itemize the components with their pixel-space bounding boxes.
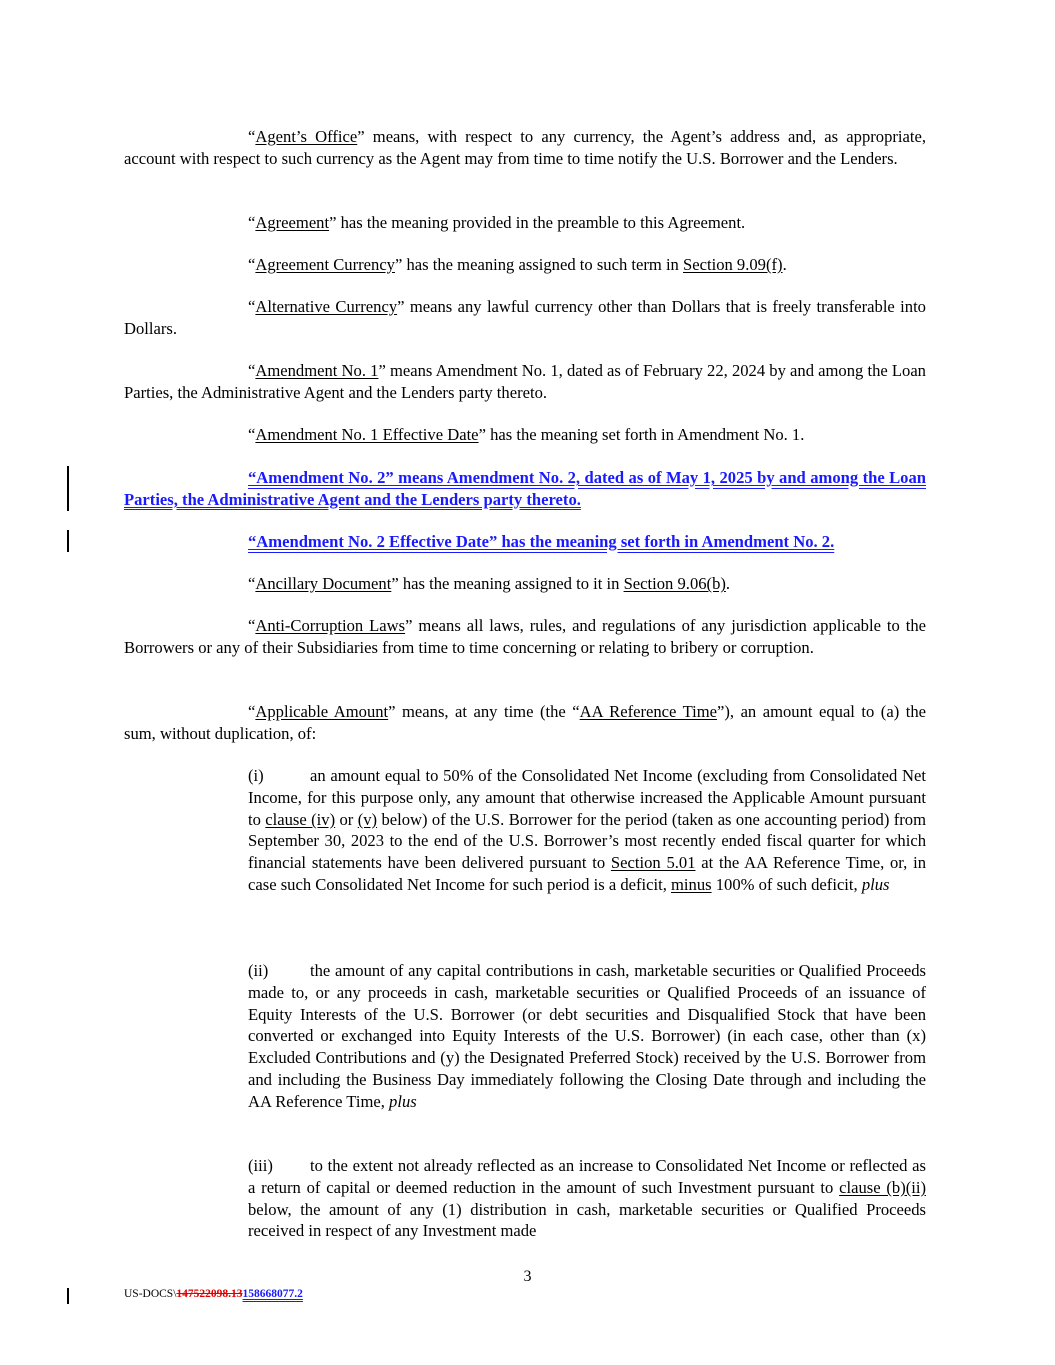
defined-term: Anti-Corruption Laws [255,616,406,635]
clause-text: below, the amount of any (1) distribution in cash, marketable securities or Qualified Proceeds received in respect of any Investment made [248,1199,926,1241]
definition-text: ” means, at any time (the “ [388,702,580,721]
clause-reference: clause (iv) [265,809,336,829]
clause-text: or [335,809,358,829]
definition-text: ” means all laws, rules, and regulations of any jurisdiction applicable to the Borrowers or any of their Subsidiaries from time to time concerning or relating to bribery or corruption. [124,616,926,657]
punctuation: . [725,574,731,593]
defined-term: Agreement [255,213,330,232]
change-bar [67,1288,69,1304]
clause-text: an amount equal to 50% of the Consolidated Net Income (excluding from Consolidated Net Income, for this purpose only, any amount that otherwise increased the Applicable Amount pursuant to [248,766,926,829]
change-bar [67,466,69,511]
defined-term: Amendment No. 1 Effective Date [255,425,479,444]
footer-prefix: US-DOCS\ [124,1288,177,1300]
clause-i [248,765,926,896]
defined-term: Ancillary Document [255,574,392,593]
clause-ii [248,960,926,1113]
clause-reference: clause (b)(ii) [839,1177,926,1197]
section-reference: Section 9.09(f) [683,255,783,274]
defined-term: Applicable Amount [255,702,389,721]
definition-amendment-2-inserted [124,467,926,511]
definition-alternative-currency: “Alternative Currency” means any lawful currency other than Dollars that is freely transferable into Dollars. [124,297,926,338]
definition-anti-corruption-laws: “Anti-Corruption Laws” means all laws, rules, and regulations of any jurisdiction applicable to the Borrowers or any of their Subsidiaries from time to time concerning or relating to bribery or corruption. [124,616,926,657]
defined-term: Agent’s Office [255,127,358,146]
definition-amendment-1-effective-date: “Amendment No. 1 Effective Date” has the meaning set forth in Amendment No. 1. [248,425,805,444]
emphasis-minus: minus [671,874,712,894]
clause-number: (i) [248,766,264,785]
definition-text: ” means, with respect to any currency, the Agent’s address and, as appropriate, account with respect to such currency as the Agent may from time to time notify the U.S. Borrower and the Lenders. [124,127,926,168]
clause-number: (ii) [248,961,269,980]
change-bar [67,530,69,552]
clause-number: (iii) [248,1156,273,1175]
page-number: 3 [523,1268,532,1285]
definition-ancillary-document: “Ancillary Document” has the meaning assigned to it in Section 9.06(b). [248,574,731,593]
definition-amendment-1: “Amendment No. 1” means Amendment No. 1, dated as of February 22, 2024 by and among the Loan Parties, the Administrative Agent and the Lenders party thereto. [124,361,926,402]
definition-applicable-amount: “Applicable Amount” means, at any time (the “AA Reference Time”), an amount equal to (a) the sum, without duplication, of: [124,702,926,743]
clause-text: at the AA Reference Time, or, in case such Consolidated Net Income for such period is a deficit, [248,853,926,894]
definition-text: ” has the meaning set forth in Amendment No. 1. [478,425,805,444]
clause-reference: (v) [357,809,378,829]
clause-text: to the extent not already reflected as an increase to Consolidated Net Income or reflected as a return of capital or deemed reduction in the amount of such Investment pursuant to [248,1156,926,1197]
section-reference: Section 5.01 [610,853,696,873]
defined-term: AA Reference Time [579,702,718,721]
clause-text: below) of the U.S. Borrower for the period (taken as one accounting period) from September 30, 2023 to the end of the U.S. Borrower’s most recently ended fiscal quarter for which financial statements have been delivered pursuant to [248,809,926,873]
definition-text: ” has the meaning provided in the preamble to this Agreement. [329,213,746,232]
emphasis-plus: plus [861,874,890,894]
definition-text: ”), an amount equal to (a) the sum, without duplication, of: [124,702,926,743]
defined-term: Amendment No. 1 [255,361,379,380]
definition-agreement-currency: “Agreement Currency” has the meaning assigned to such term in Section 9.09(f). [248,255,787,274]
definition-text: ” means Amendment No. 1, dated as of February 22, 2024 by and among the Loan Parties, the Administrative Agent and the Lenders party thereto. [124,361,926,402]
document-footer [124,1288,303,1300]
inserted-text: “Amendment No. 2” means Amendment No. 2, dated as of May 1, 2025 by and among the Loan Parties, the Administrative Agent and the Lenders party thereto. [124,468,926,509]
inserted-text: “Amendment No. 2 Effective Date” has the meaning set forth in Amendment No. 2. [248,532,835,551]
section-reference: Section 9.06(b) [623,574,726,593]
clause-iii [248,1155,926,1242]
defined-term: Agreement Currency [255,255,395,274]
defined-term: Alternative Currency [255,297,398,316]
definition-text: ” has the meaning assigned to it in [391,574,624,593]
definition-text: ” means any lawful currency other than Dollars that is freely transferable into Dollars. [124,297,926,338]
definition-agreement: “Agreement” has the meaning provided in the preamble to this Agreement. [248,213,746,232]
inserted-doc-id: 158668077.2 [242,1288,303,1300]
emphasis-plus: plus [389,1091,417,1111]
definition-amendment-2-effective-date-inserted [124,531,926,553]
deleted-doc-id: 147522098.13 [176,1288,243,1300]
definition-agents-office: “Agent’s Office” means, with respect to any currency, the Agent’s address and, as appropriate, account with respect to such currency as the Agent may from time to time notify the U.S. Borrower and the Lenders. [124,127,926,168]
clause-text: the amount of any capital contributions in cash, marketable securities or Qualified Proceeds made to, or any proceeds in cash, marketable securities or Qualified Proceeds of an issuance of Equity Interests of the U.S. Borrower (or debt securities and Disqualified Stock that have been converted or exchanged into Equity Interests of the U.S. Borrower) (in each case, other than (x) Excluded Contributions and (y) the Designated Preferred Stock) received by the U.S. Borrower from and including the Business Day immediately following the Closing Date through and including the AA Reference Time, [248,961,926,1111]
definition-text: ” has the meaning assigned to such term in [394,255,684,274]
clause-text: 100% of such deficit, [711,874,862,894]
punctuation: . [782,255,787,274]
